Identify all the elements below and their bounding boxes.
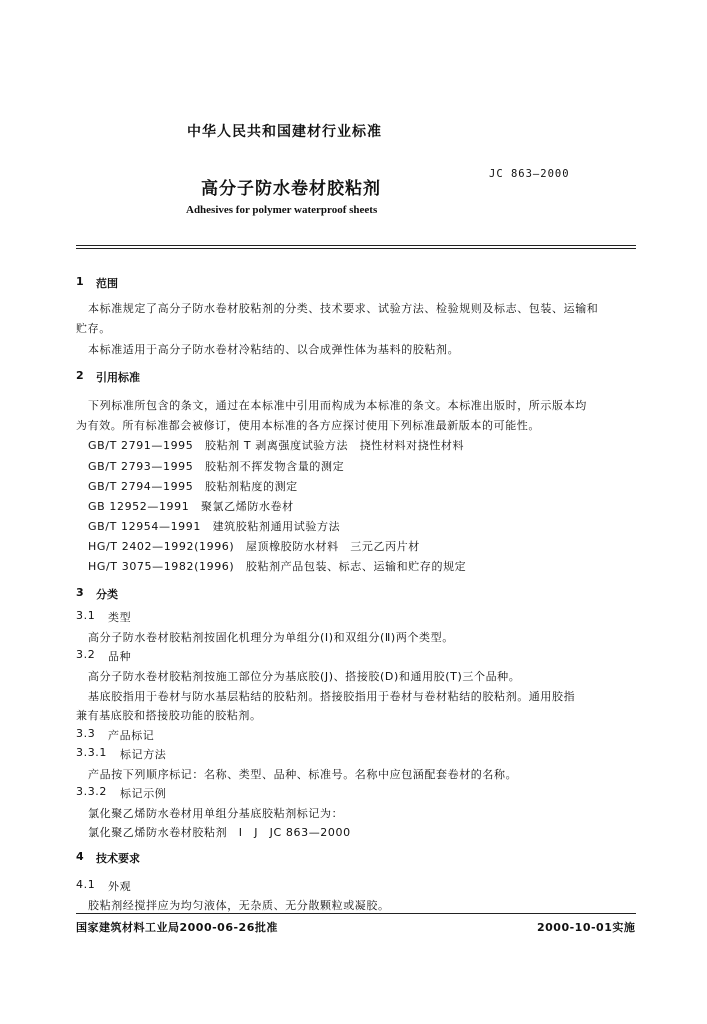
section-2-para-1b: 为有效。所有标准都会被修订，使用本标准的各方应探讨使用下列标准最新版本的可能性。 xyxy=(76,419,540,432)
standard-code: JC 863—2000 xyxy=(489,168,570,180)
section-3-number: 3 xyxy=(76,586,84,599)
reference-item: GB/T 12954—1991 建筑胶粘剂通用试验方法 xyxy=(88,520,341,533)
subsection-3-1-number: 3.1 xyxy=(76,609,96,622)
subsection-3-2-text-2b: 兼有基底胶和搭接胶功能的胶粘剂。 xyxy=(76,709,262,722)
subsection-4-1-number: 4.1 xyxy=(76,878,96,891)
reference-item: GB/T 2791—1995 胶粘剂 T 剥离强度试验方法 挠性材料对挠性材料 xyxy=(88,439,465,452)
subsection-3-3-2-title: 标记示例 xyxy=(120,787,167,800)
reference-item: HG/T 3075—1982(1996) 胶粘剂产品包装、标志、运输和贮存的规定 xyxy=(88,560,467,573)
subsection-3-3-1-title: 标记方法 xyxy=(120,748,167,761)
subsection-3-3-title: 产品标记 xyxy=(108,729,155,742)
reference-item: GB/T 2793—1995 胶粘剂不挥发物含量的测定 xyxy=(88,460,345,473)
section-2-para-1a: 下列标准所包含的条文，通过在本标准中引用而构成为本标准的条文。本标准出版时，所示版本均 xyxy=(88,399,587,412)
document-org: 中华人民共和国建材行业标准 xyxy=(187,124,382,140)
reference-item: HG/T 2402—1992(1996) 屋顶橡胶防水材料 三元乙丙片材 xyxy=(88,540,420,553)
subsection-3-3-2-text-2: 氯化聚乙烯防水卷材胶粘剂 Ⅰ J JC 863—2000 xyxy=(88,826,351,839)
section-2-title: 引用标准 xyxy=(96,371,140,384)
document-title: 高分子防水卷材胶粘剂 xyxy=(201,179,381,199)
subsection-3-3-1-text: 产品按下列顺序标记：名称、类型、品种、标准号。名称中应包涵配套卷材的名称。 xyxy=(88,768,518,781)
subsection-3-2-text-2a: 基底胶指用于卷材与防水基层粘结的胶粘剂。搭接胶指用于卷材与卷材粘结的胶粘剂。通用胶指 xyxy=(88,690,576,703)
section-1-number: 1 xyxy=(76,275,84,288)
subsection-3-2-text-1: 高分子防水卷材胶粘剂按施工部位分为基底胶(J)、搭接胶(D)和通用胶(T)三个品种。 xyxy=(88,670,521,683)
subsection-4-1-title: 外观 xyxy=(108,880,132,893)
section-4-number: 4 xyxy=(76,850,84,863)
effective-date-text: 2000-10-01实施 xyxy=(537,921,636,934)
header-rule-bottom xyxy=(76,248,636,249)
section-4-title: 技术要求 xyxy=(96,852,140,865)
english-title: Adhesives for polymer waterproof sheets xyxy=(186,204,378,216)
subsection-4-1-text: 胶粘剂经搅拌应为均匀液体，无杂质、无分散颗粒或凝胶。 xyxy=(88,899,390,912)
approval-text: 国家建筑材料工业局2000-06-26批准 xyxy=(76,921,278,934)
footer-rule xyxy=(76,913,636,914)
subsection-3-3-1-number: 3.3.1 xyxy=(76,746,107,759)
subsection-3-1-text: 高分子防水卷材胶粘剂按固化机理分为单组分(Ⅰ)和双组分(Ⅱ)两个类型。 xyxy=(88,631,454,644)
subsection-3-3-2-number: 3.3.2 xyxy=(76,785,107,798)
subsection-3-1-title: 类型 xyxy=(108,611,132,624)
subsection-3-3-number: 3.3 xyxy=(76,727,96,740)
section-1-para-1b: 贮存。 xyxy=(76,322,111,335)
section-2-number: 2 xyxy=(76,369,84,382)
reference-item: GB 12952—1991 聚氯乙烯防水卷材 xyxy=(88,500,294,513)
section-1-para-2: 本标准适用于高分子防水卷材冷粘结的、以合成弹性体为基料的胶粘剂。 xyxy=(88,343,460,356)
subsection-3-2-number: 3.2 xyxy=(76,648,96,661)
section-1-para-1a: 本标准规定了高分子防水卷材胶粘剂的分类、技术要求、试验方法、检验规则及标志、包装、运输和 xyxy=(88,302,599,315)
section-1-title: 范围 xyxy=(96,277,118,290)
section-3-title: 分类 xyxy=(96,588,118,601)
subsection-3-3-2-text-1: 氯化聚乙烯防水卷材用单组分基底胶粘剂标记为： xyxy=(88,807,344,820)
reference-item: GB/T 2794—1995 胶粘剂粘度的测定 xyxy=(88,480,298,493)
subsection-3-2-title: 品种 xyxy=(108,650,132,663)
header-rule-top xyxy=(76,245,636,246)
